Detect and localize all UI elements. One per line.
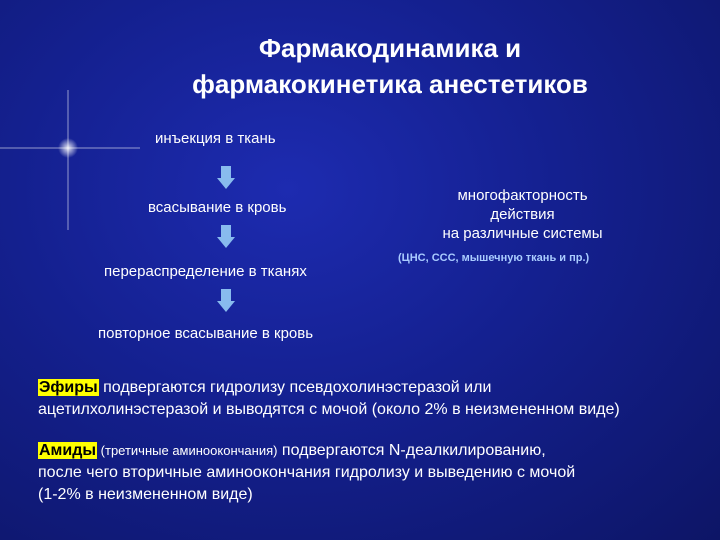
flow-step-redistribution: перераспределение в тканях [104, 263, 307, 280]
systems-note: (ЦНС, ССС, мышечную ткань и пр.) [398, 252, 590, 264]
flow-step-injection: инъекция в ткань [155, 130, 276, 147]
title-line-1: Фармакодинамика и [258, 33, 522, 63]
down-arrow-icon [217, 166, 235, 190]
down-arrow-icon [217, 225, 235, 249]
flow-step-reabsorption: повторное всасывание в кровь [98, 325, 314, 342]
down-arrow-icon [217, 289, 235, 313]
amides-line-2: после чего вторичные аминоокончания гидролизу и выведению с мочой [38, 464, 576, 481]
multifactor-line-1: многофакторность [457, 187, 588, 204]
amides-line-3: (1-2% в неизмененном виде) [38, 486, 253, 503]
multifactor-heading [400, 186, 645, 243]
amides-paragraph [38, 440, 708, 506]
amides-highlight: Амиды [39, 442, 97, 459]
flow-step-absorption: всасывание в кровь [148, 199, 287, 216]
esters-highlight: Эфиры [39, 379, 98, 396]
title-line-2: фармакокинетика анестетиков [192, 69, 588, 99]
multifactor-line-2: действия [490, 206, 555, 223]
amides-parenthetical: (третичные аминоокончания) [97, 443, 278, 458]
page-title [120, 30, 660, 102]
sparkle-decoration [0, 90, 140, 230]
esters-paragraph [38, 377, 708, 421]
esters-line-1: подвергаются гидролизу псевдохолинэстеразой или [98, 379, 492, 396]
multifactor-line-3: на различные системы [442, 225, 603, 242]
amides-line-1: подвергаются N-деалкилированию, [277, 442, 546, 459]
esters-line-2: ацетилхолинэстеразой и выводятся с мочой (около 2% в неизмененном виде) [38, 401, 620, 418]
